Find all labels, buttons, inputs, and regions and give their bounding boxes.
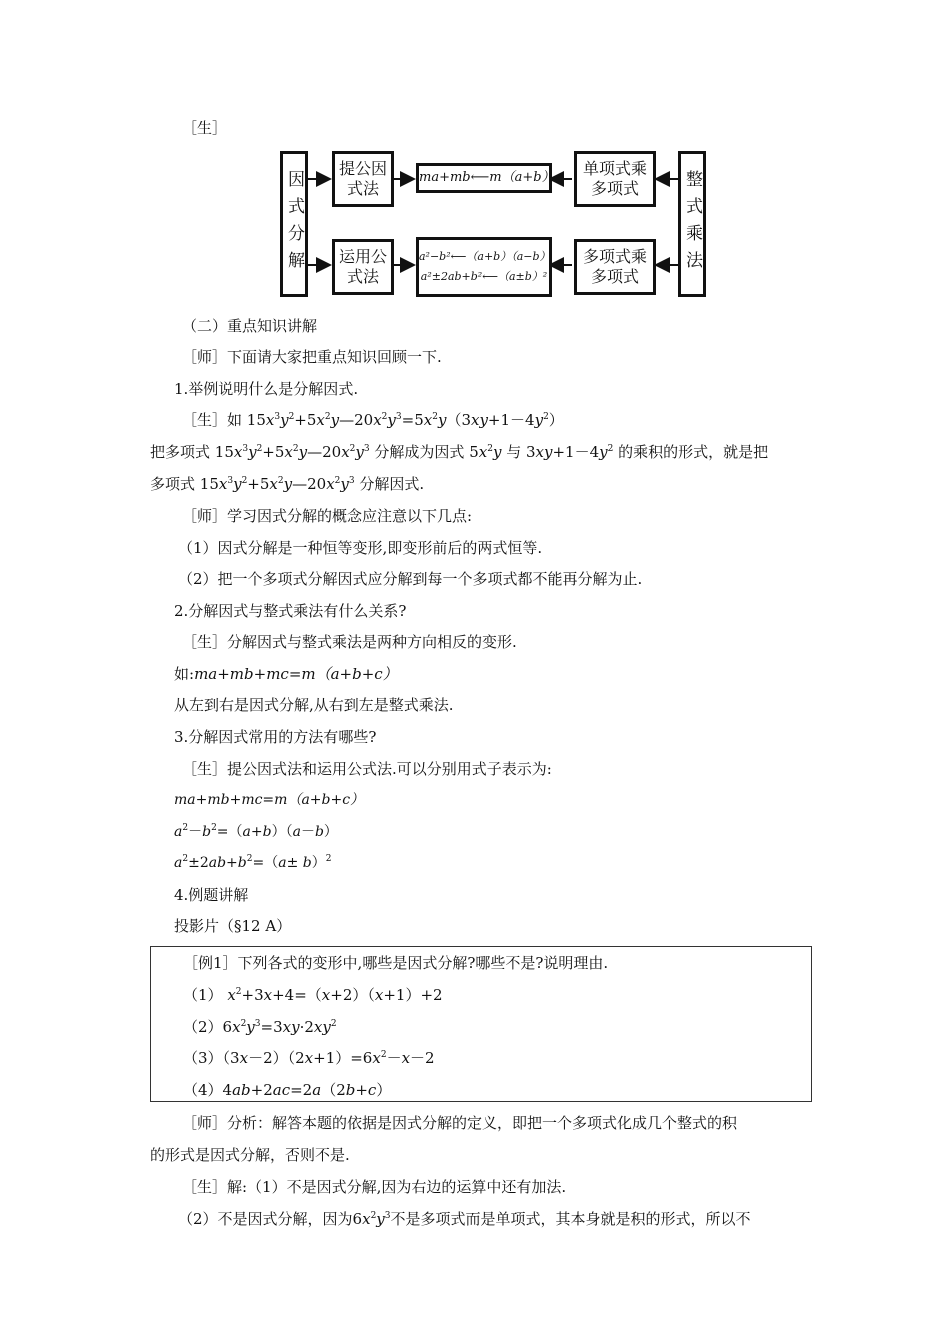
text: 如:: [174, 665, 195, 683]
text: （2）不是因式分解，因为: [178, 1210, 353, 1228]
box-line: 式法: [346, 179, 379, 198]
box-line: 多项式: [590, 267, 639, 286]
formula-line: a²±2ab+b²⟵（a±b）²: [420, 270, 548, 283]
text: 分解因式.: [359, 475, 425, 493]
example-title: ［例1］下列各式的变形中,哪些是因式分解?哪些不是?说明理由.: [183, 954, 609, 972]
example-item-4: （4）4ab+2ac=2a（2b+c）: [183, 1081, 392, 1099]
text: 把多项式: [150, 443, 211, 461]
monomial-times-polynomial-box: [574, 151, 656, 207]
paragraph-1a: 把多项式 $15x^3y^2+5x^2y—20x^2y^3$ 分解成为因式 $5x^2y$ 与 $3xy+1-4y^2$ 的乘积的形式，就是把: [150, 443, 769, 461]
solution-2: （2）不是因式分解，因为$6x^2y^3$不是多项式而是单项式，其本身就是积的形式，所以不: [178, 1210, 751, 1228]
box-line: 单项式乘: [582, 159, 647, 178]
formula-3: $a^2\pm 2ab+b^2=(a\pm b)^2$: [174, 854, 332, 871]
formula-2: $a^2-b^2=(a+b)(a-b)$: [174, 823, 338, 840]
paragraph-1b: 多项式 $15x^3y^2+5x^2y—20x^2y^3$ 分解因式.: [150, 475, 425, 493]
polynomial-times-polynomial-box: [574, 239, 656, 295]
section-title: （二）重点知识讲解: [182, 317, 318, 335]
example-line: [174, 664, 398, 684]
answer-prefix: ［生］如: [182, 411, 243, 429]
formula-line: a²−b²⟵（a+b）（a−b）: [419, 250, 551, 263]
box-line: 提公因: [338, 159, 387, 178]
box-line: 多项式乘: [582, 247, 647, 266]
student-answer-3: ［生］提公因式法和运用公式法.可以分别用式子表示为:: [182, 760, 552, 778]
teacher-note: ［师］学习因式分解的概念应注意以下几点:: [182, 507, 473, 525]
formula: ma+mb+mc=m（a+b+c）: [194, 665, 398, 683]
formula-method-formulas: [416, 237, 552, 297]
box-line: 式法: [346, 267, 379, 286]
speaker-student: ［生］: [182, 119, 228, 137]
example-item-3: $(3)(3x-2)(2x+1)=6x^2-x-2$: [183, 1049, 435, 1067]
text: 多项式: [150, 475, 196, 493]
text: 分解成为因式: [374, 443, 465, 461]
formula-method-box: [332, 239, 394, 295]
question-2: 2.分解因式与整式乘法有什么关系?: [174, 602, 407, 620]
question-4: 4.例题讲解: [174, 886, 249, 904]
note-2: （2）把一个多项式分解因式应分解到每一个多项式都不能再分解为止.: [178, 570, 643, 588]
example-box: [150, 946, 812, 1102]
polynomial-multiplication-box: 整式乘法: [678, 151, 706, 297]
solution-1: ［生］解:（1）不是因式分解,因为右边的运算中还有加法.: [182, 1178, 567, 1196]
teacher-analysis-1: ［师］分析：解答本题的依据是因式分解的定义，即把一个多项式化成几个整式的积: [182, 1114, 738, 1132]
text: 的乘积的形式，就是把: [618, 443, 769, 461]
note-1: （1）因式分解是一种恒等变形,即变形前后的两式恒等.: [178, 539, 543, 557]
common-factor-formula: ma+mb⟵m（a+b）: [416, 163, 552, 193]
formula-1: ma+mb+mc=m（a+b+c）: [174, 792, 365, 808]
box-line: 运用公: [338, 247, 387, 266]
factorization-box: 因式分解: [280, 151, 308, 297]
common-factor-method-box: [332, 151, 394, 207]
student-answer-2: ［生］分解因式与整式乘法是两种方向相反的变形.: [182, 633, 517, 651]
box-line: 多项式: [590, 179, 639, 198]
teacher-intro: ［师］下面请大家把重点知识回顾一下.: [182, 348, 442, 366]
projection-label: 投影片（§12 A）: [174, 917, 292, 935]
question-1: 1.举例说明什么是分解因式.: [174, 380, 359, 398]
teacher-analysis-2: 的形式是因式分解，否则不是.: [150, 1146, 350, 1164]
text: 不是多项式而是单项式，其本身就是积的形式，所以不: [390, 1210, 751, 1228]
concept-diagram: [276, 143, 706, 303]
student-answer-1: ［生］如 $15x^3y^2+5x^2y—20x^2y^3=5x^2y(3xy+1-4y^2)$: [182, 411, 564, 429]
example-item-1: （1） $x^2+3x+4=(x+2)(x+1)+2$: [183, 986, 443, 1004]
question-3: 3.分解因式常用的方法有哪些?: [174, 728, 377, 746]
text: 与: [506, 443, 522, 461]
direction-line: 从左到右是因式分解,从右到左是整式乘法.: [174, 696, 454, 714]
example-item-2: $(2)6x^2y^3=3xy\cdot 2xy^2$: [183, 1018, 337, 1036]
